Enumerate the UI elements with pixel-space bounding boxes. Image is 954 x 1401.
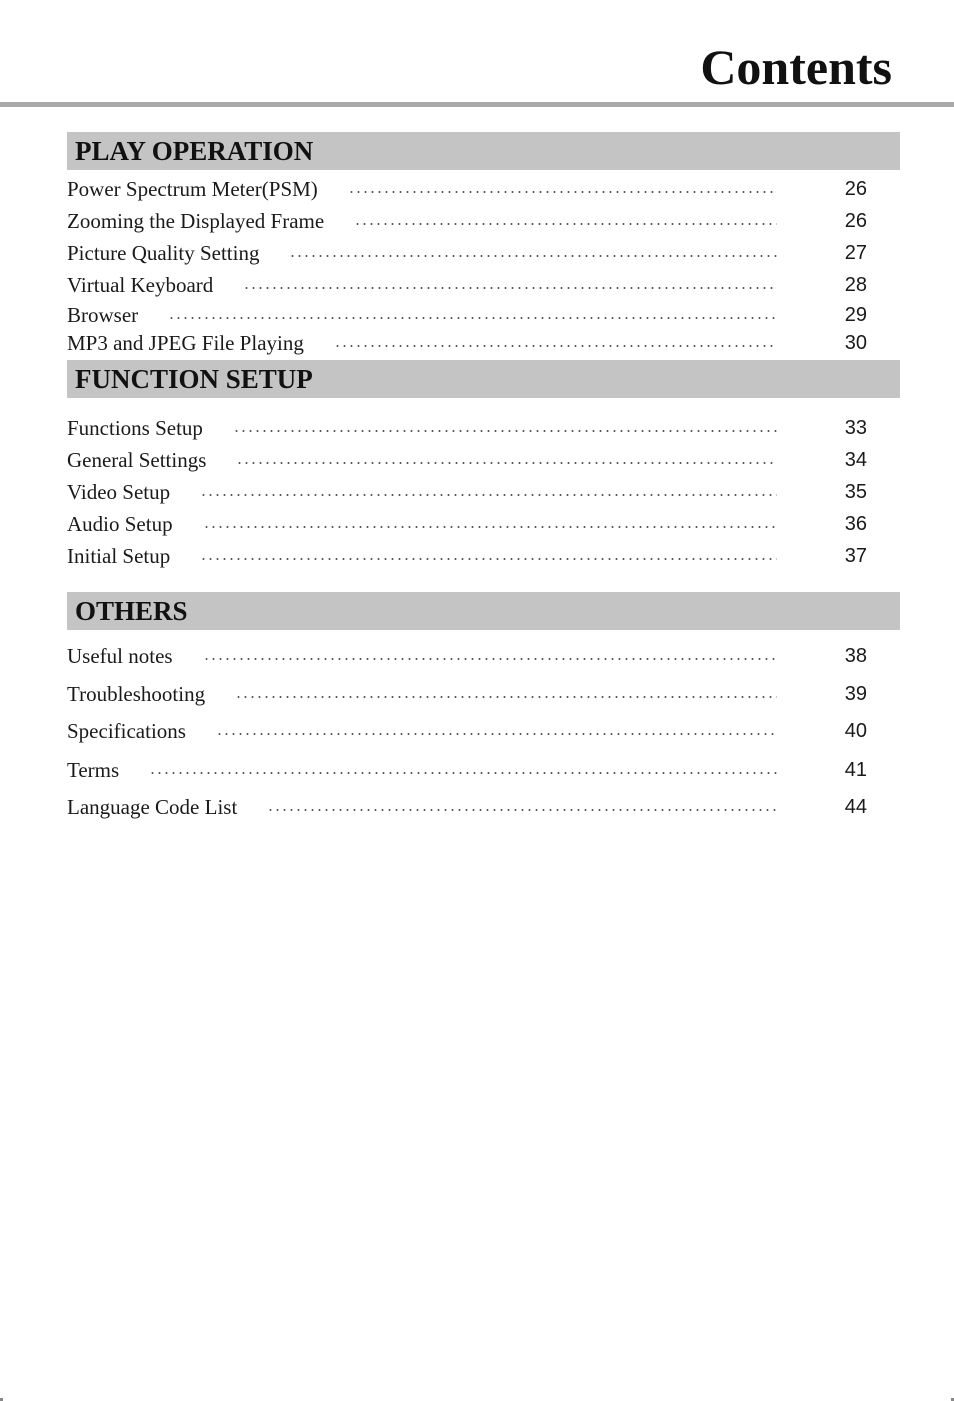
toc-entry-label: Browser	[67, 302, 139, 327]
dot-leader	[200, 558, 777, 560]
dot-leader	[200, 494, 777, 496]
toc-entry[interactable]	[67, 509, 867, 539]
toc-entry-page: 34	[844, 448, 867, 471]
toc-entry-label: Power Spectrum Meter(PSM)	[67, 176, 318, 201]
dot-leader	[243, 287, 777, 289]
section-heading-play-operation: PLAY OPERATION	[67, 132, 900, 170]
toc-entry-label: Language Code List	[67, 794, 238, 819]
section-heading-others: OTHERS	[67, 592, 900, 630]
toc-entry[interactable]	[67, 238, 867, 268]
toc-entry[interactable]	[67, 679, 867, 709]
toc-entry[interactable]	[67, 755, 867, 785]
toc-entry-page: 41	[844, 758, 867, 781]
dot-leader	[149, 772, 777, 774]
toc-entry[interactable]	[67, 716, 867, 746]
toc-entry-page: 30	[844, 331, 867, 354]
toc-entry-label: MP3 and JPEG File Playing	[67, 330, 304, 355]
dot-leader	[216, 733, 777, 735]
toc-entry-page: 26	[844, 209, 867, 232]
page-title: Contents	[700, 39, 892, 95]
dot-leader	[203, 658, 777, 660]
dot-leader	[267, 809, 777, 811]
toc-entry-label: General Settings	[67, 447, 207, 472]
toc-entry[interactable]	[67, 413, 867, 443]
toc-entry[interactable]	[67, 477, 867, 507]
toc-entry-label: Functions Setup	[67, 415, 203, 440]
dot-leader	[289, 255, 777, 257]
toc-entry[interactable]	[67, 445, 867, 475]
toc-entry-label: Virtual Keyboard	[67, 272, 214, 297]
toc-entry-page: 44	[844, 795, 867, 818]
toc-entry[interactable]	[67, 300, 867, 330]
toc-entry[interactable]	[67, 174, 867, 204]
toc-entry[interactable]	[67, 792, 867, 822]
toc-entry[interactable]	[67, 270, 867, 300]
toc-entry[interactable]	[67, 206, 867, 236]
toc-entry-label: Initial Setup	[67, 543, 171, 568]
toc-entry-page: 36	[844, 512, 867, 535]
toc-entry-label: Audio Setup	[67, 511, 173, 536]
toc-entry-label: Zooming the Displayed Frame	[67, 208, 325, 233]
dot-leader	[235, 696, 777, 698]
toc-entry-page: 38	[844, 644, 867, 667]
dot-leader	[348, 191, 777, 193]
title-divider	[0, 102, 954, 107]
toc-entry-page: 37	[844, 544, 867, 567]
toc-entry-page: 26	[844, 177, 867, 200]
toc-entry-page: 33	[844, 416, 867, 439]
toc-entry-label: Picture Quality Setting	[67, 240, 260, 265]
toc-entry[interactable]	[67, 541, 867, 571]
toc-entry-label: Video Setup	[67, 479, 171, 504]
toc-entry-label: Useful notes	[67, 643, 173, 668]
toc-entry-page: 29	[844, 303, 867, 326]
toc-entry[interactable]	[67, 641, 867, 671]
toc-entry[interactable]	[67, 328, 867, 358]
dot-leader	[354, 223, 777, 225]
toc-entry-label: Troubleshooting	[67, 681, 206, 706]
toc-entry-page: 27	[844, 241, 867, 264]
section-heading-function-setup: FUNCTION SETUP	[67, 360, 900, 398]
toc-entry-page: 28	[844, 273, 867, 296]
toc-entry-label: Specifications	[67, 718, 186, 743]
toc-entry-page: 39	[844, 682, 867, 705]
toc-entry-label: Terms	[67, 757, 120, 782]
dot-leader	[334, 345, 777, 347]
dot-leader	[233, 430, 777, 432]
toc-entry-page: 40	[844, 719, 867, 742]
dot-leader	[203, 526, 777, 528]
dot-leader	[168, 317, 777, 319]
dot-leader	[236, 462, 777, 464]
toc-entry-page: 35	[844, 480, 867, 503]
